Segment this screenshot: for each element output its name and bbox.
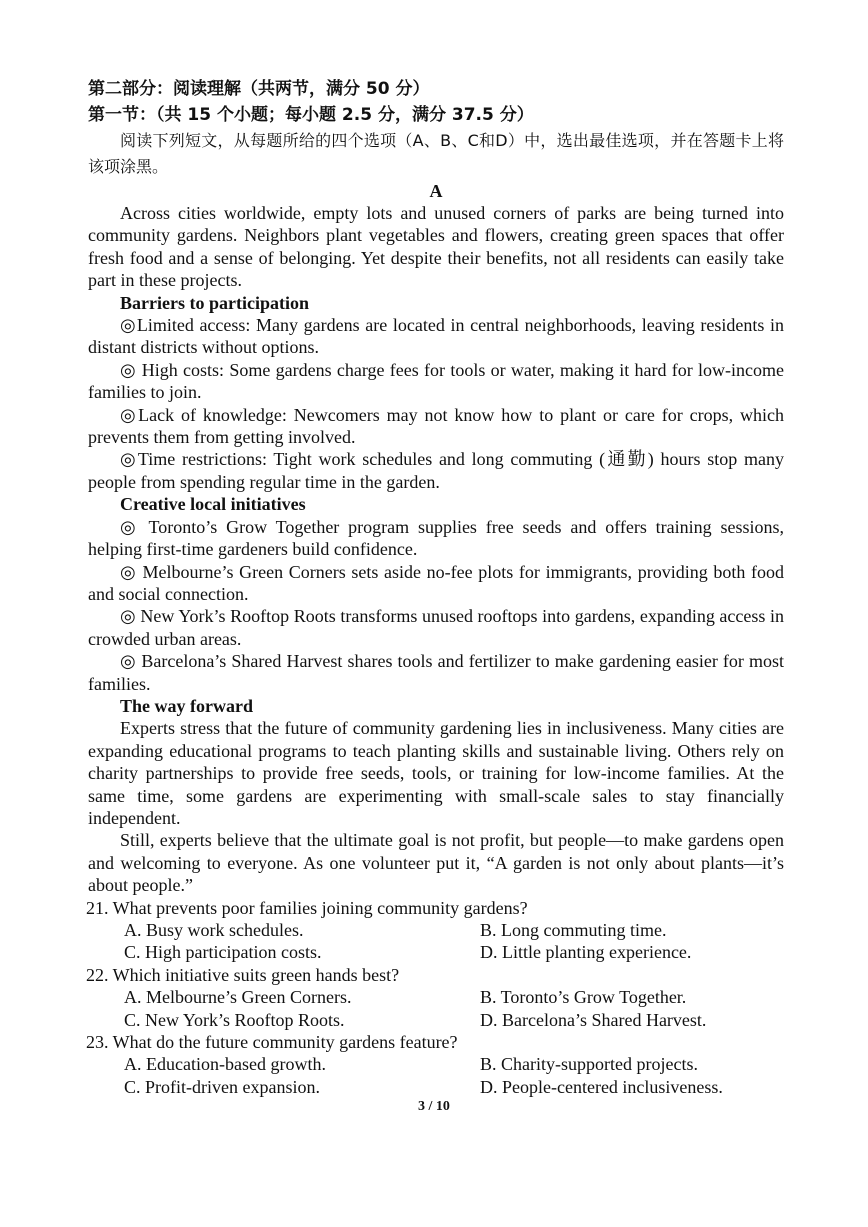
question-options	[88, 986, 784, 1031]
forward-paragraph: Still, experts believe that the ultimate goal is not profit, but people—to make gardens open and welcoming to everyone. As one volunteer put it, “A garden is not only about plants—it’s about people.”	[88, 830, 784, 896]
barrier-item: ◎Time restrictions: Tight work schedules and long commuting (通勤) hours stop many people from spending regular time in the garden.	[88, 449, 784, 492]
option: B. Charity-supported projects.	[480, 1054, 698, 1075]
option: C. New York’s Rooftop Roots.	[124, 1009, 345, 1030]
barriers-heading: Barriers to participation	[120, 292, 309, 313]
barrier-item: ◎Lack of knowledge: Newcomers may not know how to plant or care for crops, which prevents them from getting involved.	[88, 404, 784, 448]
question-stem: 21. What prevents poor families joining community gardens?	[86, 897, 528, 918]
option: B. Long commuting time.	[480, 920, 667, 940]
passage-label: A	[429, 181, 443, 201]
initiative-item: ◎ Barcelona’s Shared Harvest shares tools and fertilizer to make gardening easier for most families.	[88, 651, 784, 694]
initiative-item: ◎ Toronto’s Grow Together program supplies free seeds and offers training sessions, helping first-time gardeners build confidence.	[88, 516, 784, 560]
option: C. Profit-driven expansion.	[124, 1076, 320, 1097]
option: B. Toronto’s Grow Together.	[480, 987, 687, 1008]
question-options	[88, 1053, 784, 1098]
question-stem: 23. What do the future community gardens feature?	[86, 1032, 458, 1053]
question-stem: 22. Which initiative suits green hands best?	[86, 964, 400, 985]
initiatives-heading: Creative local initiatives	[120, 494, 306, 515]
exam-page	[88, 76, 784, 1098]
initiative-item: ◎ New York’s Rooftop Roots transforms unused rooftops into gardens, expanding access in crowded urban areas.	[88, 606, 784, 649]
barrier-item: ◎Limited access: Many gardens are located in central neighborhoods, leaving residents in distant districts without options.	[88, 315, 784, 358]
question-options	[88, 919, 784, 964]
forward-paragraph: Experts stress that the future of community gardening lies in inclusiveness. Many cities are expanding educational programs to teach planting skills and sustainable living. Others rely on charity partnerships to provide free seeds, tools, or training for low-income families. At the same time, some gardens are experimenting with small-scale sales to stay financially independent.	[88, 718, 784, 828]
barrier-item: ◎ High costs: Some gardens charge fees for tools or water, making it hard for low-income families to join.	[88, 359, 784, 403]
section-heading: 第一节：（共 15 个小题；每小题 2.5 分，满分 37.5 分）	[88, 105, 534, 125]
passage-intro: Across cities worldwide, empty lots and unused corners of parks are being turned into community gardens. Neighbors plant vegetables and flowers, creating green spaces that offer fresh food and a sense of belonging. Yet despite their benefits, not all residents can easily take part in these projects.	[88, 203, 784, 291]
option: D. People-centered inclusiveness.	[480, 1076, 723, 1097]
option: A. Education-based growth.	[124, 1054, 326, 1075]
option: A. Melbourne’s Green Corners.	[124, 987, 352, 1008]
option: C. High participation costs.	[124, 942, 322, 963]
option: D. Little planting experience.	[480, 942, 692, 963]
forward-heading: The way forward	[120, 695, 253, 716]
option: A. Busy work schedules.	[124, 920, 304, 940]
page-number: 3 / 10	[418, 1099, 450, 1114]
part-heading: 第二部分：阅读理解（共两节，满分 50 分）	[88, 79, 430, 99]
initiative-item: ◎ Melbourne’s Green Corners sets aside no-fee plots for immigrants, providing both food and social connection.	[88, 561, 784, 604]
instructions: 阅读下列短文，从每题所给的四个选项（A、B、C和D）中，选出最佳选项，并在答题卡上将该项涂黑。	[88, 131, 784, 176]
option: D. Barcelona’s Shared Harvest.	[480, 1009, 707, 1030]
